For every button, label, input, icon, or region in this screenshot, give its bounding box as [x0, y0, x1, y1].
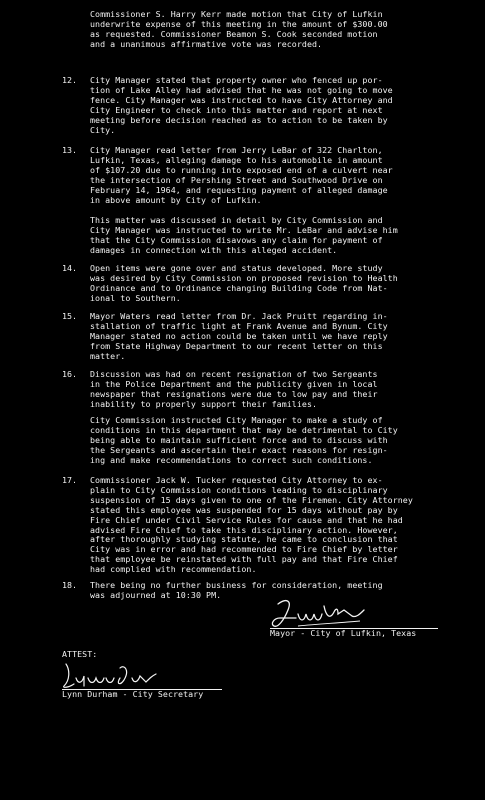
item-number-18: 18.: [62, 580, 77, 590]
item-number-16: 16.: [62, 369, 77, 379]
item-14-paragraph: Open items were gone over and status developed. More study was desired by City Commission on proposed revision to Health Ordinance and to Ordinance changing Building Code from Nat- ional to Southern.: [90, 263, 398, 303]
item-13-paragraph-2: This matter was discussed in detail by City Commission and City Manager was instructed to write Mr. LeBar and advise him that the City Commission disavows any claim for payment of damages in connection with this alleged accident.: [90, 215, 398, 255]
item-number-17: 17.: [62, 475, 77, 485]
item-number-15: 15.: [62, 311, 77, 321]
item-15-paragraph: Mayor Waters read letter from Dr. Jack Pruitt regarding in- stallation of traffic light at Frank Avenue and Bynum. City Manager stated no action could be taken until we have reply from State Highway Department to our recent letter on this matter.: [90, 311, 388, 361]
item-12-paragraph: City Manager stated that property owner who fenced up por- tion of Lake Alley had advised that he was not going to move fence. City Manager was instructed to have City Attorney and City Engineer to check into this matter and report at next meeting before decision reached as to action to be taken by City.: [90, 75, 393, 135]
item-16-paragraph-2: City Commission instructed City Manager to make a study of conditions in this department that may be detrimental to City being able to maintain sufficient force and to discuss with the Sergeants and ascertain their exact reasons for resign- ing and make recommendations to correct such conditions.: [90, 415, 398, 465]
secretary-signature: [58, 660, 158, 692]
item-18-paragraph: There being no further business for consideration, meeting was adjourned at 10:30 PM.: [90, 580, 383, 600]
item-13-paragraph-1: City Manager read letter from Jerry LeBar of 322 Charlton, Lufkin, Texas, alleging damage to his automobile in amount of $107.20 due to running into exposed end of a culvert near the intersection of Pershing Street and Southwood Drive on February 14, 1964, and requesting payment of alleged damage in above amount by City of Lufkin.: [90, 145, 393, 205]
secretary-caption: Lynn Durham - City Secretary: [62, 689, 204, 699]
item-number-12: 12.: [62, 75, 77, 85]
item-number-13: 13.: [62, 145, 77, 155]
item-17-paragraph: Commissioner Jack W. Tucker requested City Attorney to ex- plain to City Commission conditions leading to disciplinary suspension of 15 days given to one of the Firemen. City Attorney stated this employee was suspended for 15 days without pay by Fire Chief under Civil Service Rules for cause and that he had advised Fire Chief to take this disciplinary action. However, after thoroughly studying statute, he came to conclusion that City was in error and had recommended to Fire Chief by letter that employee be reinstated with full pay and that Fire Chief had complied with recommendation.: [90, 475, 413, 575]
item-number-14: 14.: [62, 263, 77, 273]
mayor-caption: Mayor - City of Lufkin, Texas: [270, 628, 417, 638]
motion-paragraph: Commissioner S. Harry Kerr made motion that City of Lufkin underwrite expense of this meeting in the amount of $300.00 as requested. Commissioner Beamon S. Cook seconded motion and a unanimous affirmative vote was recorded.: [90, 9, 388, 49]
attest-label: ATTEST:: [62, 649, 98, 659]
item-16-paragraph-1: Discussion was had on recent resignation of two Sergeants in the Police Department and the publicity given in local newspaper that resignations were due to low pay and their inability to properly support their families.: [90, 369, 378, 409]
